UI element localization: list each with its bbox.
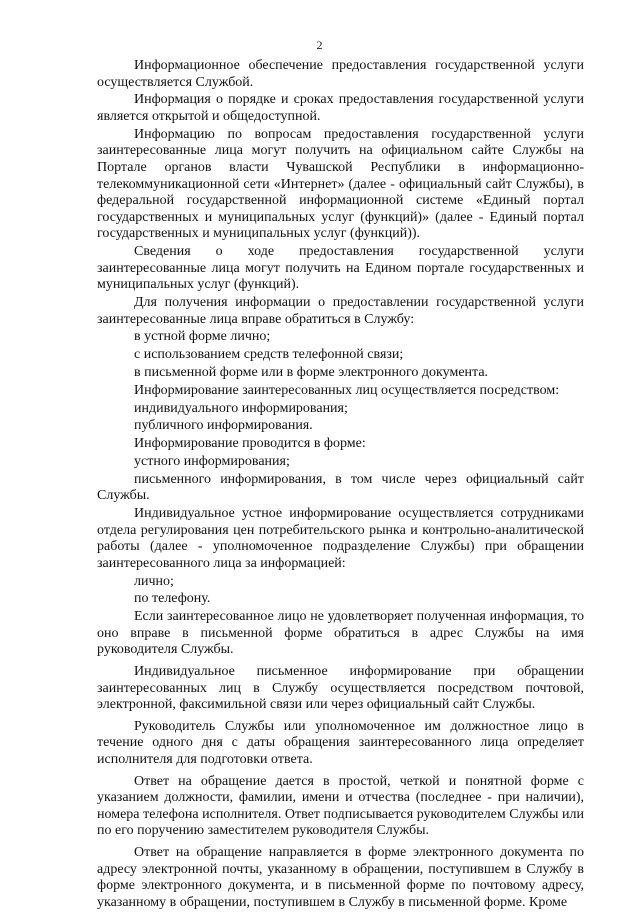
paragraph-informing-means: Информирование заинтересованных лиц осуществляется посредством: [134,382,560,398]
paragraph-answer-form: Ответ на обращение дается в простой, четкой и понятной форме с указанием должности, фамилии, имени и отчества (последнее - при наличии), номера телефона исполнителя. Ответ подписывается руководителем Службы или по его поручению заместителем руководителя Службы. [97,773,584,839]
page-number: 2 [316,38,323,52]
list-item-written: письменного информирования, в том числе через официальный сайт Службы. [97,471,584,504]
list-item-public: публичного информирования. [134,418,313,434]
paragraph-info-open: Информация о порядке и сроках предоставления государственной услуги является открытой и общедоступной. [97,92,584,124]
paragraph-info-sources: Информацию по вопросам предоставления государственной услуги заинтересованные лица могут получить на официальном сайте Службы на Портале органов власти Чувашской Республики в информационно-телекоммуникационной сети «Интернет» (далее - официальный сайт Службы), в федеральной государственной информационной системе «Единый портал государственных и муниципальных услуг (функций)» (далее - Единый портал государственных и муниципальных услуг (функций)). [97,126,584,242]
list-item-oral-in-person: в устной форме лично; [134,329,271,345]
paragraph-how-to-apply: Для получения информации о предоставлении государственной услуги заинтересованные лица вправе обратиться в Службу: [97,295,584,327]
paragraph-answer-delivery: Ответ на обращение направляется в форме электронного документа по адресу электронной почты, указанному в обращении, поступившем в Службу в форме электронного документа, и в письменной форме по почтовому адресу, указанному в обращении, поступившем в Службу в письменной форме. Кроме [97,844,584,910]
paragraph-individual-written: Индивидуальное письменное информирование при обращении заинтересованных лиц в Службу осуществляется посредством почтовой, электронной, факсимильной связи или через официальный сайт Службы. [97,663,584,713]
paragraph-individual-oral: Индивидуальное устное информирование осуществляется сотрудниками отдела регулирования цен потребительского рынка и контрольно-аналитической работы (далее - уполномоченное подразделение Службы) при обращении заинтересованного лица за информацией: [97,506,584,571]
paragraph-progress-info: Сведения о ходе предоставления государственной услуги заинтересованные лица могут получить на Едином портале государственных и муниципальных услуг (функций). [97,244,584,293]
document-body [97,58,584,912]
paragraph-informing-forms: Информирование проводится в форме: [134,436,366,452]
list-item-in-person: лично; [134,573,174,589]
list-item-individual: индивидуального информирования; [134,400,348,416]
paragraph-dissatisfied: Если заинтересованное лицо не удовлетворяет полученная информация, то оно вправе в письменной форме обратиться в адрес Службы на имя руководителя Службы. [97,609,584,658]
list-item-by-phone: по телефону. [134,591,211,607]
paragraph-info-provision: Информационное обеспечение предоставления государственной услуги осуществляется Службой. [97,58,584,90]
list-item-written-electronic: в письменной форме или в форме электронного документа. [134,365,489,380]
paragraph-executor-assignment: Руководитель Службы или уполномоченное им должностное лицо в течение одного дня с даты обращения заинтересованного лица определяет исполнителя для подготовки ответа. [97,718,584,767]
list-item-phone: с использованием средств телефонной связи; [134,347,404,363]
list-item-oral: устного информирования; [134,453,290,469]
